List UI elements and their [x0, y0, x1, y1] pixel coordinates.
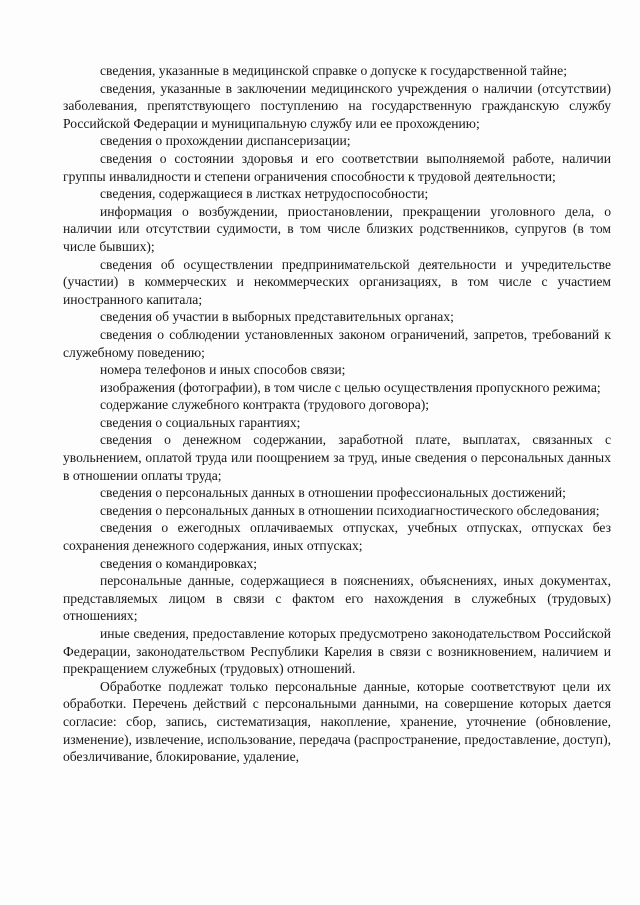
paragraph-15: сведения о персональных данных в отношении профессиональных достижений;	[100, 485, 566, 501]
paragraph-17: сведения о ежегодных оплачиваемых отпусках, учебных отпусках, отпусках без сохранения денежного содержания, иных отпусках;	[63, 520, 611, 554]
document-body	[63, 62, 611, 766]
paragraph-1: сведения, указанные в медицинской справке о допуске к государственной тайне;	[100, 63, 567, 78]
paragraph-5: сведения, содержащиеся в листках нетрудоспособности;	[100, 186, 429, 202]
paragraph-21: Обработке подлежат только персональные данные, которые соответствуют цели их обработки. Перечень действий с персональными данными, на совершение которых дается согласие: сбор, запись, систематизация, накопление, хранение, уточнение (обновление, изменение), извлечение, использование, передача (распространение, предоставление, доступ), обезличивание, блокирование, удаление,	[63, 678, 611, 765]
paragraph-9: сведения о соблюдении установленных законом ограничений, запретов, требований к служебному поведению;	[63, 326, 611, 360]
paragraph-10: номера телефонов и иных способов связи;	[100, 362, 346, 378]
paragraph-6: информация о возбуждении, приостановлении, прекращении уголовного дела, о наличии или отсутствии судимости, в том числе близких родственников, супругов (в том числе бывших);	[63, 203, 611, 254]
paragraph-3: сведения о прохождении диспансеризации;	[100, 133, 351, 149]
paragraph-7: сведения об осуществлении предпринимательской деятельности и учредительстве (участии) в коммерческих и некоммерческих организациях, в том числе с участием иностранного капитала;	[63, 256, 611, 307]
paragraph-18: сведения о командировках;	[100, 555, 258, 571]
paragraph-12: содержание служебного контракта (трудового договора);	[100, 397, 430, 413]
paragraph-2: сведения, указанные в заключении медицинского учреждения о наличии (отсутствии) заболевания, препятствующего поступлению на государственную гражданскую службу Российской Федерации и муниципальную службу или ее прохождению;	[63, 80, 611, 131]
paragraph-20: иные сведения, предоставление которых предусмотрено законодательством Российской Федерации, законодательством Республики Карелия в связи с возникновением, наличием и прекращением служебных (трудовых) отношений.	[63, 626, 611, 677]
paragraph-16: сведения о персональных данных в отношении психодиагностического обследования;	[100, 502, 600, 518]
paragraph-13: сведения о социальных гарантиях;	[100, 414, 301, 430]
paragraph-4: сведения о состоянии здоровья и его соответствии выполняемой работе, наличии группы инвалидности и степени ограничения способности к трудовой деятельности;	[63, 150, 611, 184]
paragraph-11: изображения (фотографии), в том числе с целью осуществления пропускного режима;	[100, 379, 601, 395]
paragraph-14: сведения о денежном содержании, заработной плате, выплатах, связанных с увольнением, оплатой труда или поощрением за труд, иные сведения о персональных данных в отношении оплаты труда;	[63, 432, 611, 483]
paragraph-19: персональные данные, содержащиеся в пояснениях, объяснениях, иных документах, представляемых лицом в связи с фактом его нахождения в служебных (трудовых) отношениях;	[63, 573, 611, 624]
paragraph-8: сведения об участии в выборных представительных органах;	[100, 309, 454, 325]
